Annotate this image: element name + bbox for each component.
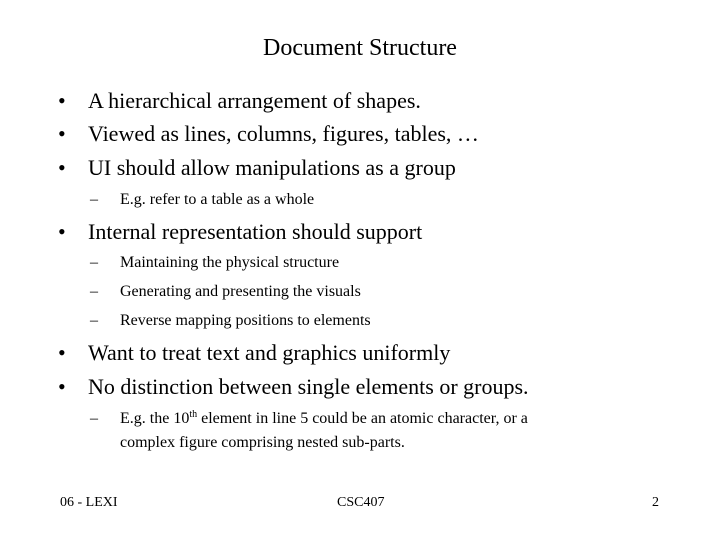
dash-icon: – [90,410,98,427]
footer-center: CSC407 [337,495,385,510]
bullet-icon: • [58,88,66,113]
sub-bullet-rest: element in line 5 could be an atomic character, or a [197,410,528,427]
bullet-text: A hierarchical arrangement of shapes. [88,88,421,113]
bullet-icon: • [58,155,66,180]
footer-left: 06 - LEXI [60,495,118,510]
sub-bullet-text: Maintaining the physical structure [120,254,340,271]
bullet-text: Want to treat text and graphics uniformly [88,340,451,365]
bullet-text: Internal representation should support [88,219,423,244]
sub-bullet-text: E.g. refer to a table as a whole [120,191,315,208]
bullet-text: UI should allow manipulations as a group [88,155,456,180]
bullet-text: Viewed as lines, columns, figures, tables, … [88,121,479,146]
sub-bullet-text-line2: complex figure comprising nested sub-parts. [120,434,405,451]
slide-title: Document Structure [263,35,457,61]
dash-icon: – [90,191,98,208]
sub-bullet-text: Generating and presenting the visuals [120,283,361,300]
bullet-icon: • [58,121,66,146]
ordinal-superscript: th [189,409,198,420]
dash-icon: – [90,312,98,329]
bullet-icon: • [58,219,66,244]
dash-icon: – [90,254,98,271]
sub-bullet-prefix: E.g. the 10 [120,410,190,427]
page-number: 2 [652,495,659,510]
sub-bullet-text [120,408,528,430]
sub-bullet-text: Reverse mapping positions to elements [120,312,371,329]
bullet-icon: • [58,374,66,399]
bullet-text: No distinction between single elements or groups. [88,374,529,399]
dash-icon: – [90,283,98,300]
bullet-icon: • [58,340,66,365]
